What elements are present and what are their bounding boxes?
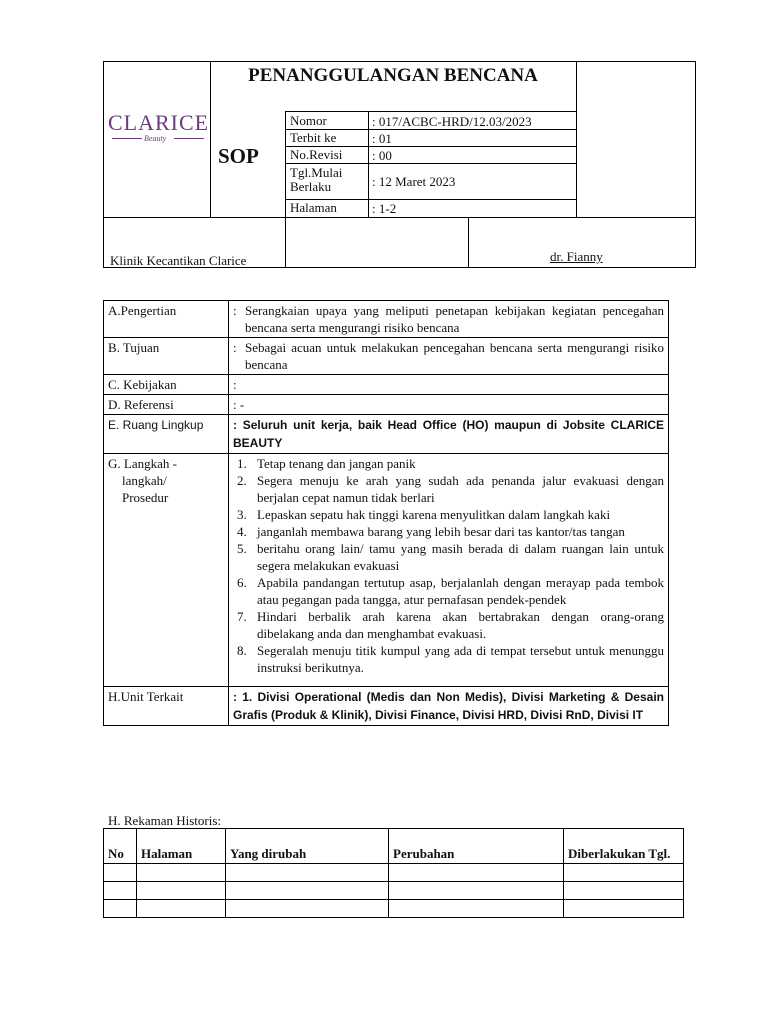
row-tujuan: B. Tujuan : Sebagai acuan untuk melakukan pencegahan bencana serta mengurangi risiko bencana bbox=[104, 338, 669, 375]
meta-halaman-value: : 1-2 bbox=[372, 201, 397, 216]
sop-header bbox=[103, 61, 696, 268]
list-item: 7. Hindari berbalik arah karena akan bertabrakan dengan orang-orang dibelakang anda dan menghambat evakuasi. bbox=[237, 609, 664, 641]
col-yang-dirubah: Yang dirubah bbox=[226, 829, 389, 864]
meta-terbit-value: : 01 bbox=[372, 131, 392, 146]
col-perubahan: Perubahan bbox=[389, 829, 564, 864]
history-table bbox=[103, 828, 684, 918]
unit-terkait-text: : 1. Divisi Operational (Medis dan Non Medis), Divisi Marketing & Desain Grafis (Produk & Klinik), Divisi Finance, Divisi HRD, Divisi RnD, Divisi IT bbox=[229, 687, 669, 726]
langkah-label-3: Prosedur bbox=[122, 490, 169, 505]
list-item: 5. beritahu orang lain/ tamu yang masih berada di dalam ruangan lain untuk segera melakukan evakuasi bbox=[237, 541, 664, 573]
history-title: H. Rekaman Historis: bbox=[108, 813, 222, 828]
tujuan-text: Sebagai acuan untuk melakukan pencegahan bencana serta mengurangi risiko bencana bbox=[245, 340, 664, 372]
meta-nomor-label: Nomor bbox=[290, 113, 327, 128]
list-item: 6. Apabila pandangan tertutup asap, berjalanlah dengan merayap pada tembok atau pegangan pada tangga, atur pernafasan pendek-pendek bbox=[237, 575, 664, 607]
meta-tgl-value: : 12 Maret 2023 bbox=[372, 174, 456, 189]
tujuan-label: B. Tujuan bbox=[104, 338, 229, 375]
list-item: 3. Lepaskan sepatu hak tinggi karena menyulitkan dalam langkah kaki bbox=[237, 507, 611, 522]
table-row bbox=[104, 864, 684, 882]
meta-nomor-value: : 017/ACBC-HRD/12.03/2023 bbox=[372, 114, 532, 129]
row-referensi bbox=[104, 395, 669, 415]
ruang-lingkup-label: E. Ruang Lingkup bbox=[104, 415, 229, 454]
col-no: No bbox=[104, 829, 137, 864]
referensi-text: : - bbox=[229, 395, 669, 415]
meta-tgl-label: Tgl.Mulai Berlaku bbox=[290, 165, 343, 194]
clarice-logo-subtext: Beauty bbox=[144, 134, 167, 143]
unit-terkait-label: H.Unit Terkait bbox=[104, 687, 229, 726]
table-row bbox=[104, 900, 684, 918]
langkah-label-2: langkah/ bbox=[122, 473, 167, 488]
clarice-logo: CLARICE bbox=[108, 110, 210, 135]
signatory-name: dr. Fianny bbox=[550, 249, 603, 264]
row-unit-terkait bbox=[104, 687, 669, 726]
document-title: PENANGGULANGAN BENCANA bbox=[248, 65, 538, 86]
row-kebijakan bbox=[104, 375, 669, 395]
col-diberlakukan: Diberlakukan Tgl. bbox=[564, 829, 684, 864]
list-item: 8. Segeralah menuju titik kumpul yang ada di tempat tersebut untuk menunggu instruksi berikutnya. bbox=[237, 643, 664, 675]
clinic-name: Klinik Kecantikan Clarice bbox=[110, 253, 247, 268]
meta-halaman-label: Halaman bbox=[290, 200, 337, 215]
kebijakan-text: : bbox=[229, 375, 669, 395]
ruang-lingkup-text: : Seluruh unit kerja, baik Head Office (HO) maupun di Jobsite CLARICE BEAUTY bbox=[229, 415, 669, 454]
meta-revisi-label: No.Revisi bbox=[290, 147, 343, 162]
meta-revisi-value: : 00 bbox=[372, 148, 392, 163]
list-item: 4. janganlah membawa barang yang lebih besar dari tas kantor/tas tangan bbox=[237, 524, 625, 539]
logo-rule-left bbox=[112, 138, 142, 139]
langkah-label-1: G. Langkah - bbox=[108, 456, 177, 471]
pengertian-text: Serangkaian upaya yang meliputi penetapan kebijakan kegiatan pencegahan bencana serta mengurangi risiko bencana bbox=[245, 303, 664, 335]
list-item: 2. Segera menuju ke arah yang sudah ada penanda jalur evakuasi dengan berjalan cepat namun tidak berlari bbox=[237, 473, 664, 505]
history-header-row bbox=[104, 829, 684, 864]
table-row bbox=[104, 882, 684, 900]
meta-terbit-label: Terbit ke bbox=[290, 130, 337, 145]
row-langkah bbox=[104, 454, 669, 687]
row-pengertian: A.Pengertian : Serangkaian upaya yang meliputi penetapan kebijakan kegiatan pencegahan bencana serta mengurangi risiko bencana bbox=[104, 301, 669, 338]
col-halaman: Halaman bbox=[137, 829, 226, 864]
doc-type-label: SOP bbox=[218, 144, 259, 168]
list-item: 1. Tetap tenang dan jangan panik bbox=[237, 456, 416, 471]
logo-rule-right bbox=[174, 138, 204, 139]
steps-list bbox=[229, 454, 669, 687]
pengertian-label: A.Pengertian bbox=[104, 301, 229, 338]
referensi-label: D. Referensi bbox=[104, 395, 229, 415]
kebijakan-label: C. Kebijakan bbox=[104, 375, 229, 395]
row-ruang-lingkup bbox=[104, 415, 669, 454]
sop-content-table bbox=[103, 300, 669, 726]
